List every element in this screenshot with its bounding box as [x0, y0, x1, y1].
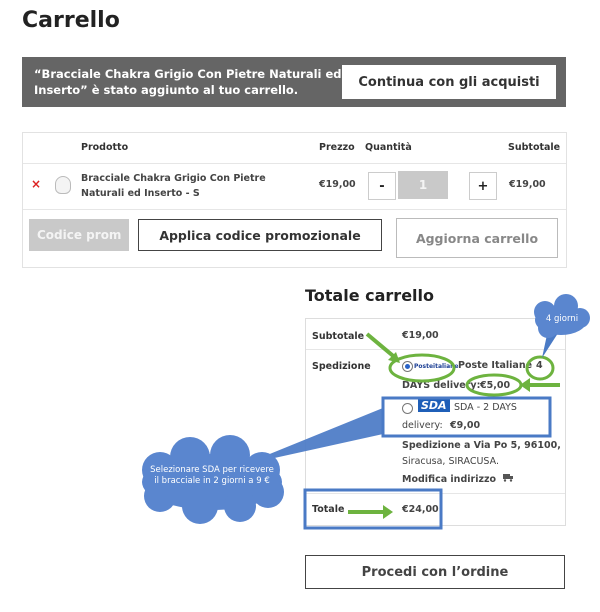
notice-message: “Bracciale Chakra Grigio Con Pietre Naturali ed Inserto” è stato aggiunto al tuo carrello.: [34, 67, 342, 97]
posteitaliane-logo: Posteitaliane: [414, 363, 459, 370]
total-value: €24,00: [402, 504, 439, 515]
remove-item-icon[interactable]: ×: [31, 177, 42, 191]
days-oval: [527, 357, 553, 379]
product-name-line1: Bracciale Chakra Grigio Con Pietre: [81, 173, 266, 184]
item-price: €19,00: [319, 179, 356, 190]
proceed-to-checkout-button[interactable]: Procedi con l’ordine: [305, 555, 565, 589]
quantity-input[interactable]: 1: [398, 171, 448, 199]
shipping-label: Spedizione: [312, 361, 371, 372]
item-subtotal: €19,00: [509, 179, 546, 190]
continue-shopping-button[interactable]: Continua con gli acquisti: [342, 65, 556, 99]
quantity-plus-button[interactable]: +: [469, 172, 497, 200]
header-quantity: Quantità: [365, 142, 412, 153]
page-title: Carrello: [22, 8, 120, 33]
shipping-option-poste-name: Poste Italiane: [458, 360, 533, 371]
poste-oval: [390, 355, 454, 381]
subtotal-label: Subtotale: [312, 331, 365, 342]
total-label: Totale: [312, 504, 345, 515]
total-highlight-box: [305, 490, 441, 528]
shipping-address-line2: Siracusa, SIRACUSA.: [402, 456, 499, 467]
change-address-label: Modifica indirizzo: [402, 474, 497, 485]
quantity-minus-button[interactable]: -: [368, 172, 396, 200]
cloud-left-text: Selezionare SDA per ricevere il bracciale in 2 giorni a 9 €: [150, 465, 274, 486]
cart-totals-title: Totale carrello: [305, 286, 435, 305]
sda-logo: SDA: [418, 399, 450, 412]
arrow-head: [383, 505, 393, 519]
shipping-option-poste-line2: DAYS delivery:: [402, 380, 481, 391]
header-price: Prezzo: [319, 142, 355, 153]
sda-highlight-box: [383, 398, 550, 436]
shipping-option-poste-price: €5,00: [480, 380, 511, 391]
shipping-option-sda-line2: delivery:: [402, 420, 443, 431]
subtotal-value: €19,00: [402, 330, 439, 341]
shipping-option-sda-name: SDA - 2 DAYS: [454, 402, 517, 413]
shipping-address-line1: Spedizione a Via Po 5, 96100,: [402, 440, 561, 451]
price-oval: [467, 375, 521, 395]
update-cart-button[interactable]: Aggiorna carrello: [396, 218, 558, 258]
cloud-top-text: 4 giorni: [545, 314, 579, 324]
header-product: Prodotto: [81, 142, 129, 153]
product-name-line2: Naturali ed Inserto - S: [81, 188, 200, 199]
coupon-code-input[interactable]: Codice prom: [29, 219, 129, 251]
header-subtotal: Subtotale: [508, 142, 561, 153]
shipping-option-poste-days: 4: [536, 360, 543, 371]
apply-coupon-button[interactable]: Applica codice promozionale: [138, 219, 382, 251]
arrow-head: [520, 378, 530, 392]
shipping-option-sda-price: €9,00: [450, 420, 481, 431]
